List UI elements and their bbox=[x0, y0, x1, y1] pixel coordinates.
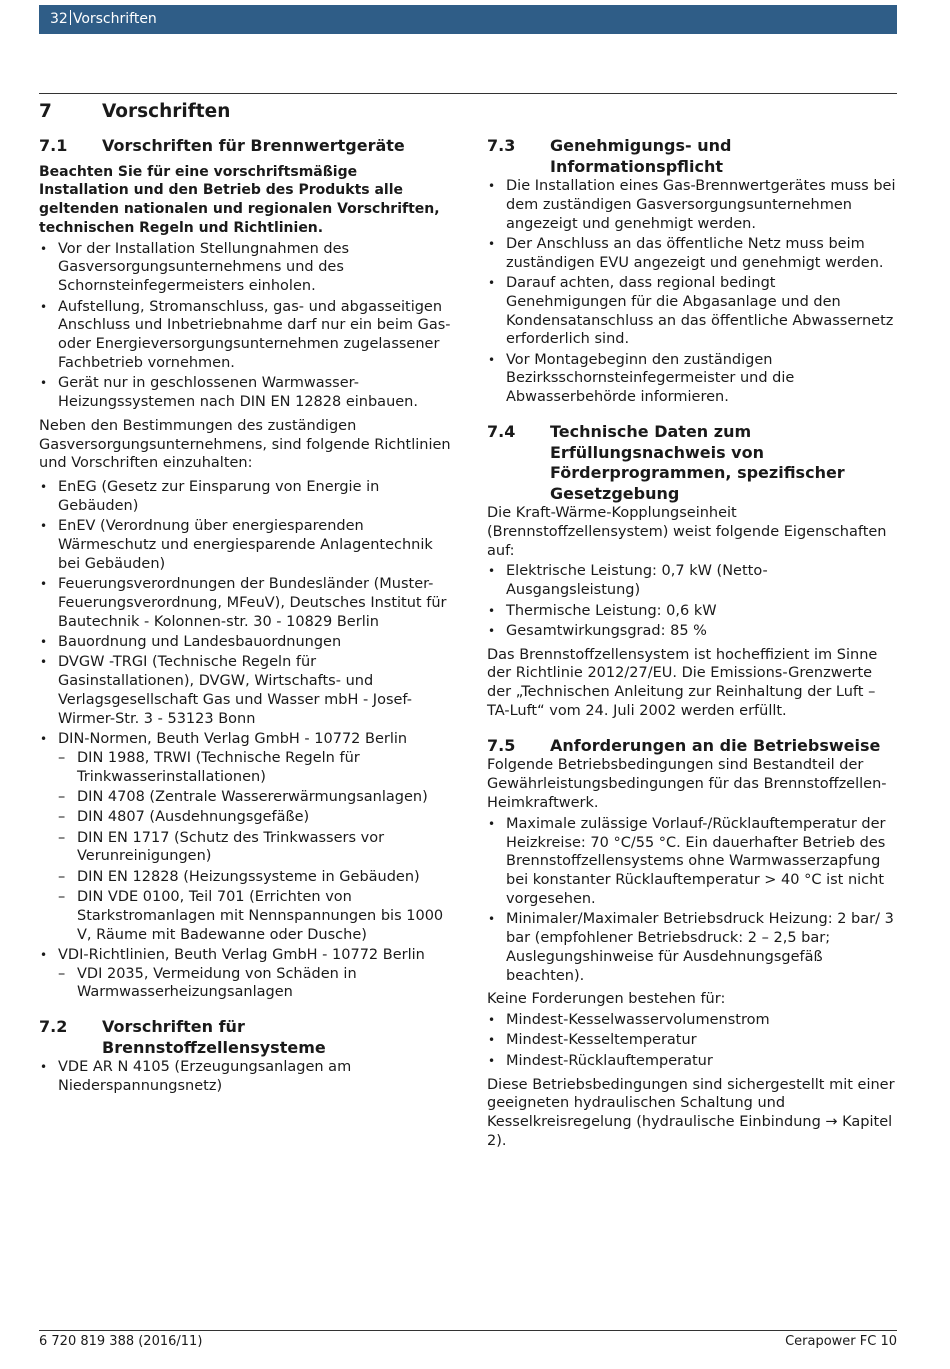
list-item: • Gesamtwirkungsgrad: 85 % bbox=[487, 622, 899, 641]
top-rule bbox=[39, 93, 897, 94]
s71-bullets bbox=[39, 240, 451, 412]
section-7-5-heading bbox=[487, 736, 899, 757]
list-item: • Elektrische Leistung: 0,7 kW (Netto-Ausgangsleistung) bbox=[487, 562, 899, 600]
list-item: • Mindest-Rücklauftemperatur bbox=[487, 1052, 899, 1071]
sublist-item: – DIN 1988, TRWI (Technische Regeln für Trinkwasserinstallationen) bbox=[58, 749, 451, 787]
list-item: • EnEG (Gesetz zur Einsparung von Energie in Gebäuden) bbox=[39, 478, 451, 516]
list-item: • Feuerungsverordnungen der Bundesländer (Muster-Feuerungsverordnung, MFeuV), Deutsches Institut für Bautechnik - Kolonnen-str. 30 - 10829 Berlin bbox=[39, 575, 451, 631]
s74-bullets bbox=[487, 562, 899, 640]
chapter-heading bbox=[39, 101, 230, 123]
vdi-sublist bbox=[58, 965, 451, 1003]
list-item: • Die Installation eines Gas-Brennwertgerätes muss bei dem zuständigen Gasversorgungsunternehmen angezeigt und genehmigt werden. bbox=[487, 177, 899, 233]
list-item: • Der Anschluss an das öffentliche Netz muss beim zuständigen EVU angezeigt und genehmigt werden. bbox=[487, 235, 899, 273]
s74-paragraph: Das Brennstoffzellensystem ist hocheffizient im Sinne der Richtlinie 2012/27/EU. Die Emissions-Grenzwerte der „Technischen Anleitung zur Reinhaltung der Luft – TA-Luft“ vom 24. Juli 2002 werden erfüllt. bbox=[487, 646, 878, 720]
s75-intro: Folgende Betriebsbedingungen sind Bestandteil der Gewährleistungsbedingungen für das Brennstoffzellen-Heimkraftwerk. bbox=[487, 757, 887, 811]
section-number: 7.5 bbox=[487, 735, 516, 755]
s75-closing: Diese Betriebsbedingungen sind sichergestellt mit einer geeigneten hydraulischen Schaltung und Kesselkreisregelung (hydraulische Einbindung → Kapitel 2). bbox=[487, 1076, 895, 1149]
section-title: Technische Daten zum Erfüllungsnachweis von Förderprogrammen, spezifischer Gesetzgebung bbox=[550, 422, 845, 503]
list-item: • Mindest-Kesseltemperatur bbox=[487, 1031, 899, 1050]
s73-bullets bbox=[487, 177, 899, 407]
sublist-item: – DIN EN 12828 (Heizungssysteme in Gebäuden) bbox=[58, 868, 451, 887]
sublist-item: – DIN VDE 0100, Teil 701 (Errichten von Starkstromanlagen mit Nennspannungen bis 1000 V, Räume mit Badewanne oder Dusche) bbox=[58, 888, 451, 944]
section-7-2-heading bbox=[39, 1017, 451, 1058]
s71-intro: Beachten Sie für eine vorschriftsmäßige Installation und den Betrieb des Produkts alle geltenden nationalen und regionalen Vorschriften, technischen Regeln und Richtlinien. bbox=[39, 163, 440, 236]
s75-requirements-label: Keine Forderungen bestehen für: bbox=[487, 991, 726, 1008]
section-number: 7.1 bbox=[39, 136, 68, 155]
din-label: DIN-Normen, Beuth Verlag GmbH - 10772 Berlin bbox=[58, 731, 408, 748]
list-item: • DVGW -TRGI (Technische Regeln für Gasinstallationen), DVGW, Wirtschafts- und Verlagsgesellschaft Gas und Wasser mbH - Josef-Wirmer-Str. 3 - 53123 Bonn bbox=[39, 653, 451, 728]
list-item: • Vor Montagebeginn den zuständigen Bezirksschornsteinfegermeister und die Abwasserbehörde informieren. bbox=[487, 351, 899, 407]
list-item: • Vor der Installation Stellungnahmen des Gasversorgungsunternehmens und des Schornsteinfegermeisters einholen. bbox=[39, 240, 451, 296]
list-item-din bbox=[39, 730, 451, 944]
list-item: • Maximale zulässige Vorlauf-/Rücklauftemperatur der Heizkreise: 70 °C/55 °C. Ein dauerhafter Betrieb des Brennstoffzellensystems ohne Warmwasserzapfung bei konstanter Rücklauftemperatur > 40 °C ist nicht vorgesehen. bbox=[487, 815, 899, 909]
bottom-rule bbox=[39, 1330, 897, 1331]
list-item-vdi bbox=[39, 946, 451, 1002]
list-item: • Thermische Leistung: 0,6 kW bbox=[487, 602, 899, 621]
section-number: 7.3 bbox=[487, 136, 516, 155]
page-header bbox=[39, 5, 897, 34]
sublist-item: – VDI 2035, Vermeidung von Schäden in Warmwasserheizungsanlagen bbox=[58, 965, 451, 1003]
vdi-label: VDI-Richtlinien, Beuth Verlag GmbH - 10772 Berlin bbox=[58, 946, 425, 963]
s75-requirements-list bbox=[487, 1011, 899, 1070]
list-item: • EnEV (Verordnung über energiesparenden Wärmeschutz und energiesparende Anlagentechnik bei Gebäuden) bbox=[39, 517, 451, 573]
section-7-4-heading bbox=[487, 422, 899, 504]
s74-intro: Die Kraft-Wärme-Kopplungseinheit (Brennstoffzellensystem) weist folgende Eigenschaften auf: bbox=[487, 505, 887, 559]
section-title: Vorschriften für Brennwertgeräte bbox=[102, 136, 405, 155]
page-number: 32 bbox=[50, 11, 68, 27]
chapter-title: Vorschriften bbox=[102, 101, 231, 122]
din-sublist bbox=[58, 749, 451, 944]
chapter-number: 7 bbox=[39, 101, 52, 122]
sublist-item: – DIN 4807 (Ausdehnungsgefäße) bbox=[58, 808, 451, 827]
sublist-item: – DIN EN 1717 (Schutz des Trinkwassers vor Verunreinigungen) bbox=[58, 829, 451, 867]
section-title: Genehmigungs- und Informationspflicht bbox=[550, 136, 732, 176]
section-title: Anforderungen an die Betriebsweise bbox=[550, 735, 881, 755]
section-number: 7.2 bbox=[39, 1017, 68, 1037]
sublist-item: – DIN 4708 (Zentrale Wassererwärmungsanlagen) bbox=[58, 788, 451, 807]
footer-product: Cerapower FC 10 bbox=[785, 1334, 897, 1349]
footer-doc-number: 6 720 819 388 (2016/11) bbox=[39, 1334, 203, 1349]
section-title: Vorschriften für Brennstoffzellensysteme bbox=[102, 1017, 326, 1057]
right-column bbox=[487, 136, 899, 1151]
header-separator bbox=[70, 10, 71, 25]
list-item: • Bauordnung und Landesbauordnungen bbox=[39, 633, 451, 652]
list-item: • Darauf achten, dass regional bedingt Genehmigungen für die Abgasanlage und den Kondensatanschluss an das öffentliche Abwassernetz erforderlich sind. bbox=[487, 274, 899, 349]
section-7-3-heading bbox=[487, 136, 899, 177]
left-column bbox=[39, 136, 451, 1096]
section-number: 7.4 bbox=[487, 422, 516, 442]
section-7-1-heading bbox=[39, 136, 451, 157]
list-item: • VDE AR N 4105 (Erzeugungsanlagen am Niederspannungsnetz) bbox=[39, 1058, 451, 1096]
list-item: • Mindest-Kesselwasservolumenstrom bbox=[487, 1011, 899, 1030]
list-item: • Gerät nur in geschlossenen Warmwasser-Heizungssystemen nach DIN EN 12828 einbauen. bbox=[39, 374, 451, 412]
list-item: • Minimaler/Maximaler Betriebsdruck Heizung: 2 bar/ 3 bar (empfohlener Betriebsdruck: 2 – 2,5 bar; Auslegungshinweise für Ausdehnungsgefäß beachten). bbox=[487, 910, 899, 985]
list-item: • Aufstellung, Stromanschluss, gas- und abgasseitigen Anschluss und Inbetriebnahme darf nur ein beim Gas- oder Energieversorgungsunternehmen zugelassener Fachbetrieb vornehmen. bbox=[39, 298, 451, 373]
s71-paragraph: Neben den Bestimmungen des zuständigen Gasversorgungsunternehmens, sind folgende Richtlinien und Vorschriften einzuhalten: bbox=[39, 417, 451, 472]
s71-regulations-list bbox=[39, 478, 451, 1002]
header-section: Vorschriften bbox=[72, 11, 157, 27]
s75-bullets bbox=[487, 815, 899, 986]
s72-bullets bbox=[39, 1058, 451, 1096]
